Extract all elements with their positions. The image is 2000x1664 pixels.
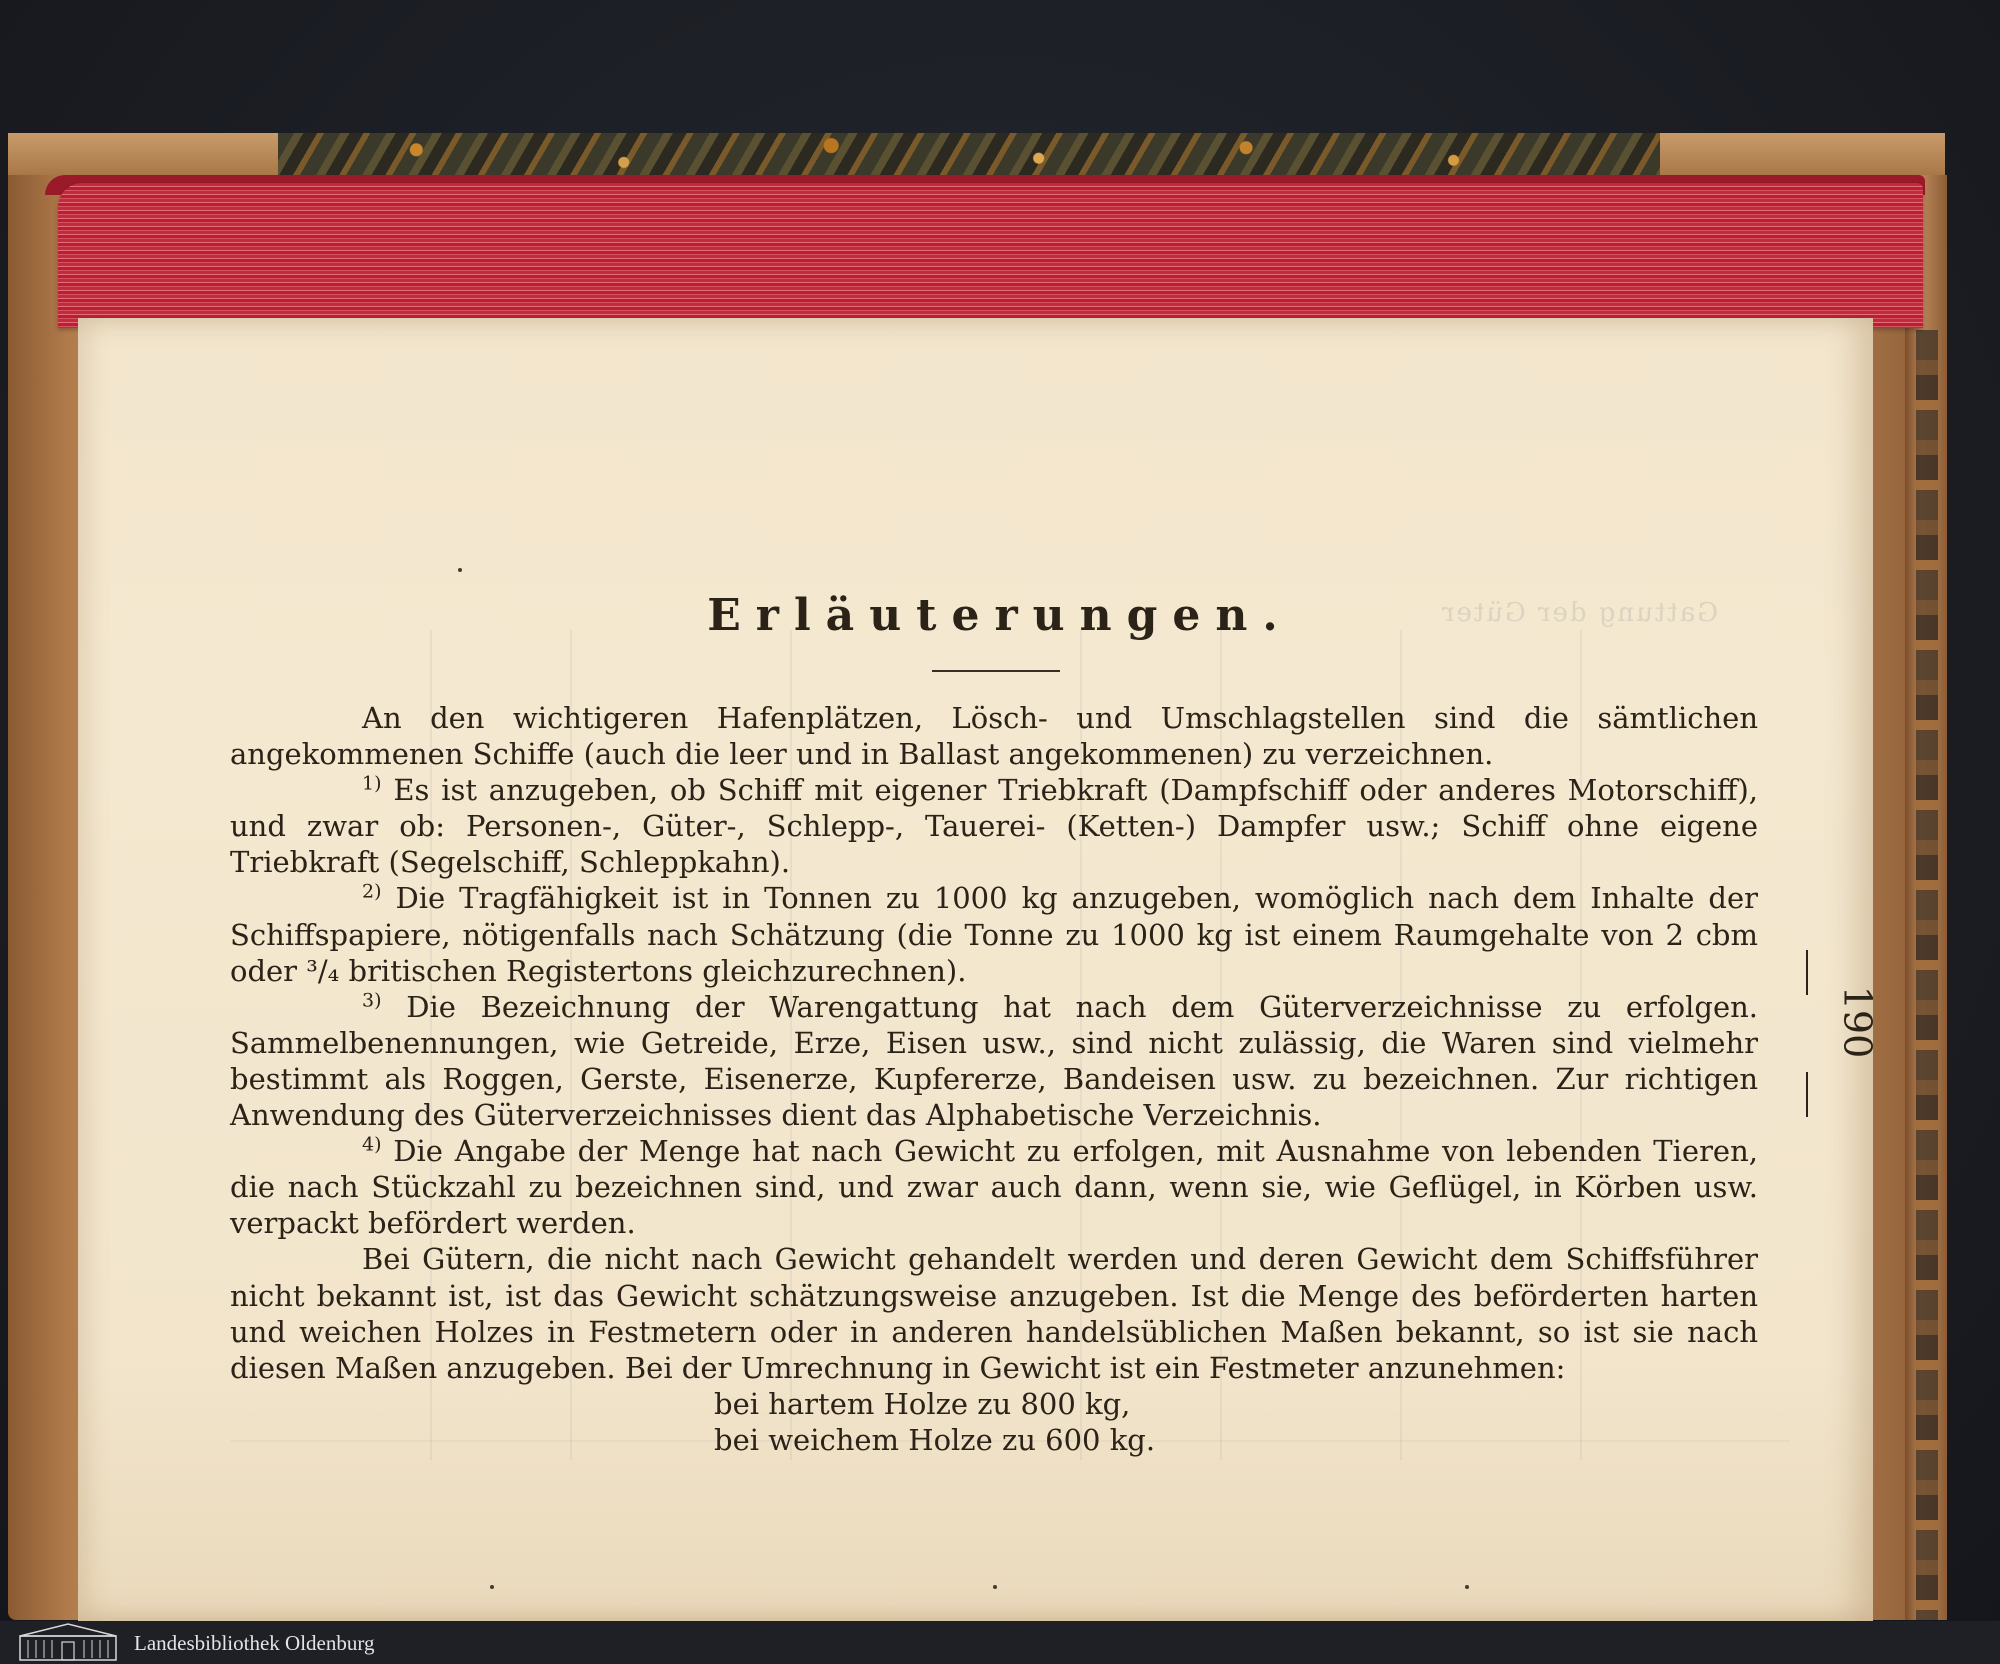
page-number: 190 <box>1835 985 1880 1059</box>
page-speck <box>458 568 462 572</box>
marbled-cover-paper <box>278 133 1661 175</box>
intro-paragraph: An den wichtigeren Hafenplätzen, Lösch- und Umschlagstellen sind die sämtlichen angekommenen Schiffe (auch die leer und in Ballast angekommenen) zu verzeichnen. <box>230 701 1758 772</box>
library-building-icon <box>18 1622 118 1662</box>
footnote-marker: 2) <box>362 880 382 903</box>
page-title: Erläuterungen. <box>707 590 1293 641</box>
title-underline <box>932 670 1060 672</box>
conversion-soft-wood: bei weichem Holze zu 600 kg. <box>714 1422 1156 1457</box>
footnote-marker: 3) <box>362 989 382 1012</box>
footnote-paragraph-2: $^{2)}$ Die Tragfähigkeit ist in Tonnen zu 1000 kg anzugeben, womöglich nach dem Inhalte der Schiffspapiere, nötigenfalls nach Schätzung (die Tonne zu 1000 kg ist einem Raumgehalte von 2 cbm oder ³/₄ britischen Registertons gleichzurechnen). <box>230 880 1759 988</box>
library-name: Landesbibliothek Oldenburg <box>134 1631 375 1655</box>
show-through-text: Gattung der Güter <box>1440 598 1719 628</box>
page-number-rule <box>1806 950 1808 995</box>
book-spine-leather-left <box>8 133 280 175</box>
footnote-marker: 1) <box>362 772 382 795</box>
footnote-paragraph-3: $^{3)}$ Die Bezeichnung der Warengattung hat nach dem Güterverzeichnisse zu erfolgen. Sammelbenennungen, wie Getreide, Erze, Eisen usw., sind nicht zulässig, die Waren sind vielmehr bestimmt als Roggen, Gerste, Eisenerze, Kupfererze, Bandeisen usw. zu bezeichnen. Zur richtigen Anwendung des Güterverzeichnisses dient das Alphabetische Verzeichnis. <box>230 989 1758 1133</box>
red-page-edges <box>58 183 1923 328</box>
page-speck <box>993 1585 997 1589</box>
page-number-rule <box>1806 1072 1808 1117</box>
conversion-hard-wood: bei hartem Holze zu 800 kg, <box>714 1386 1131 1421</box>
book-spine-leather-right <box>1660 133 1945 175</box>
page-speck <box>1465 1585 1469 1589</box>
footnote-marker: 4) <box>362 1133 382 1156</box>
weight-paragraph: Bei Gütern, die nicht nach Gewicht gehandelt werden und deren Gewicht dem Schiffsführer nicht bekannt ist, ist das Gewicht schätzungsweise anzugeben. Ist die Menge des beförderten harten und weichen Holzes in Festmetern oder in anderen handelsüblichen Maßen bekannt, so ist sie nach diesen Maßen anzugeben. Bei der Umrechnung in Gewicht ist ein Festmeter anzunehmen: <box>230 1242 1758 1385</box>
explanations-body <box>230 700 1758 1458</box>
footnote-paragraph-1: $^{1)}$ Es ist anzugeben, ob Schiff mit eigener Triebkraft (Dampfschiff oder anderes Motorschiff), und zwar ob: Personen-, Güter-, Schlepp-, Tauerei- (Ketten-) Dampfer usw.; Schiff ohne eigene Triebkraft (Segelschiff, Schleppkahn). <box>230 772 1758 880</box>
book-spine-strip <box>1916 330 1938 1620</box>
page-speck <box>490 1585 494 1589</box>
footnote-paragraph-4: $^{4)}$ Die Angabe der Menge hat nach Gewicht zu erfolgen, mit Ausnahme von lebenden Tieren, die nach Stückzahl zu bezeichnen sind, und zwar auch dann, wenn sie, wie Geflügel, in Körben usw. verpackt befördert werden. <box>230 1133 1758 1241</box>
